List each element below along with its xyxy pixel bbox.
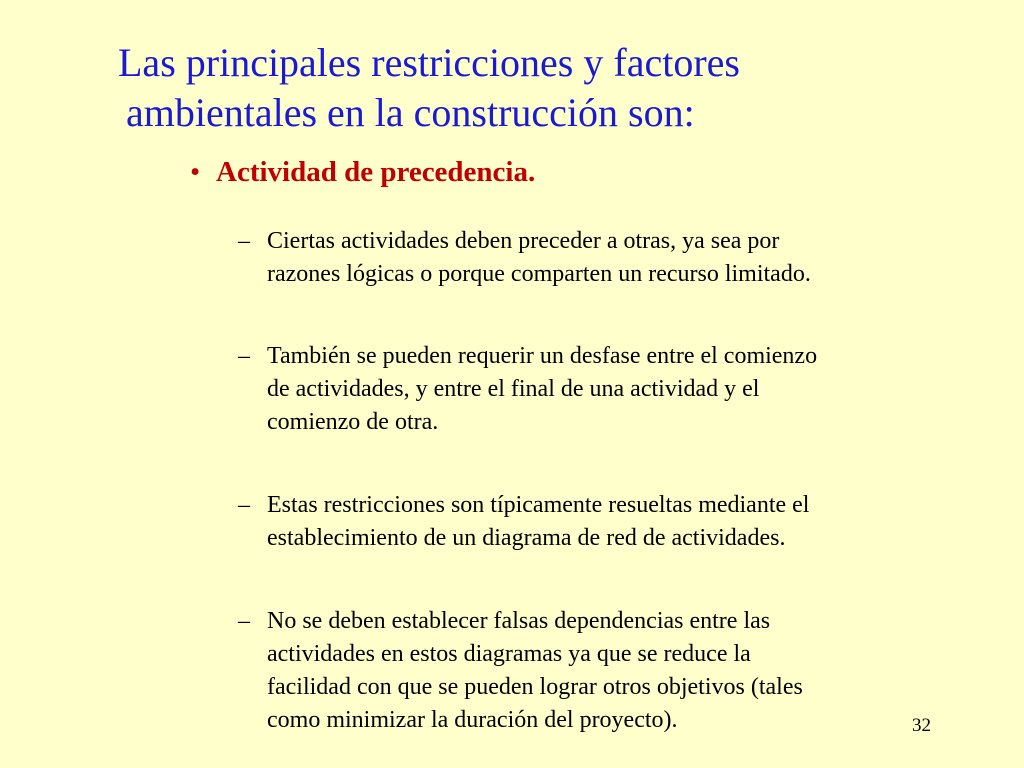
text-line: comienzo de otra. bbox=[267, 409, 439, 435]
slide-title-line-2: ambientales en la construcción son: bbox=[126, 90, 695, 135]
bullet-text: Actividad de precedencia. bbox=[216, 156, 536, 188]
sub-item-4 bbox=[238, 605, 958, 737]
page-number: 32 bbox=[912, 715, 931, 736]
sub-item-3 bbox=[238, 489, 958, 555]
text-line: También se pueden requerir un desfase entre el comienzo bbox=[267, 343, 818, 369]
text-line: No se deben establecer falsas dependencias entre las bbox=[267, 608, 771, 634]
text-line: como minimizar la duración del proyecto). bbox=[267, 707, 678, 733]
sub-item-2-text bbox=[267, 340, 958, 439]
sub-item-1 bbox=[238, 225, 958, 291]
sub-item-2 bbox=[238, 340, 958, 439]
slide-title bbox=[118, 38, 978, 138]
text-line: Ciertas actividades deben preceder a otras, ya sea por bbox=[267, 228, 780, 254]
text-line: actividades en estos diagramas ya que se reduce la bbox=[267, 641, 751, 667]
text-line: facilidad con que se pueden lograr otros objetivos (tales bbox=[267, 674, 803, 700]
bullet-item bbox=[190, 152, 535, 192]
text-line: razones lógicas o porque comparten un recurso limitado. bbox=[267, 261, 811, 287]
text-line: Estas restricciones son típicamente resueltas mediante el bbox=[267, 492, 810, 518]
dash-marker: – bbox=[238, 492, 250, 518]
dash-marker: – bbox=[238, 228, 250, 254]
dash-marker: – bbox=[238, 343, 250, 369]
bullet-marker: • bbox=[190, 156, 201, 188]
text-line: de actividades, y entre el final de una actividad y el bbox=[267, 376, 760, 402]
text-line: establecimiento de un diagrama de red de actividades. bbox=[267, 525, 786, 551]
dash-marker: – bbox=[238, 608, 250, 634]
sub-item-4-text bbox=[267, 605, 958, 737]
slide-title-line-1: Las principales restricciones y factores bbox=[118, 40, 740, 85]
sub-item-1-text bbox=[267, 225, 958, 291]
sub-item-3-text bbox=[267, 489, 958, 555]
